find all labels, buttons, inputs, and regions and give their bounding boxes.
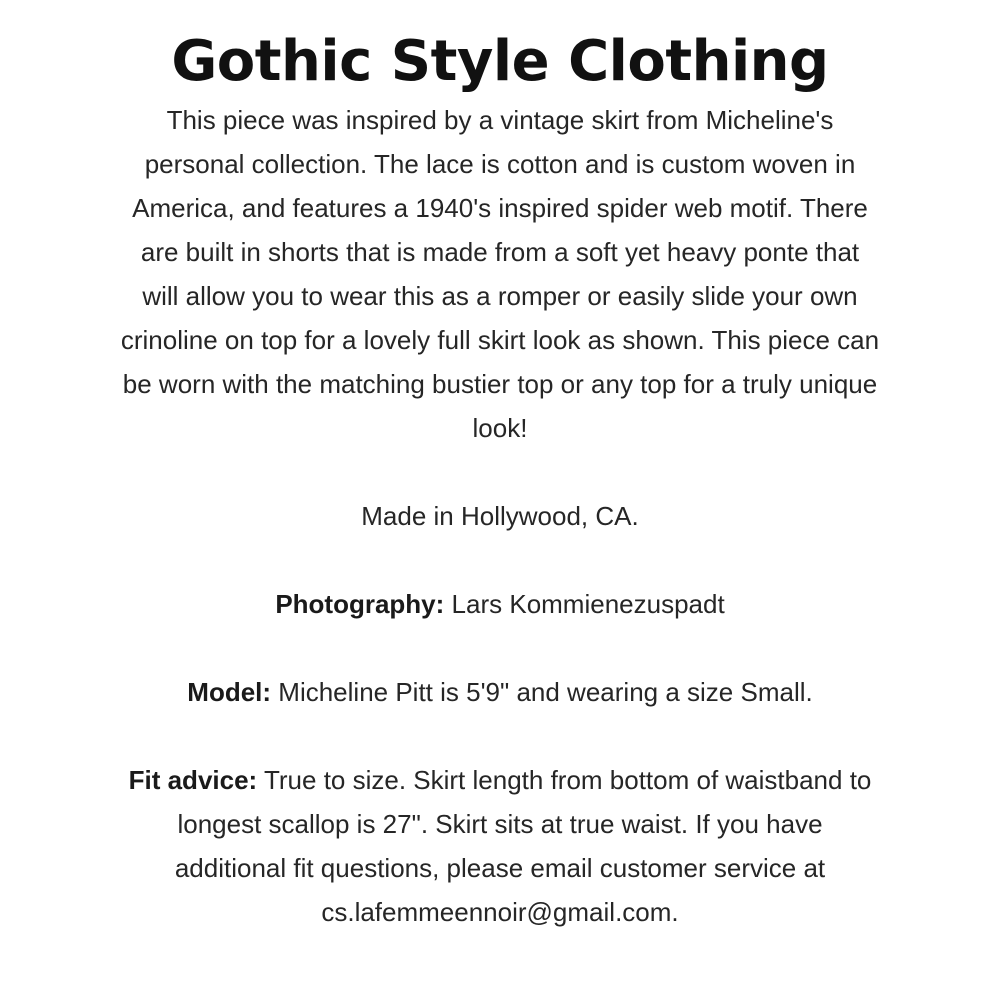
- model-info: [120, 670, 880, 714]
- photography-label: Photography:: [275, 589, 445, 619]
- model-value: Micheline Pitt is 5'9" and wearing a size Small.: [278, 677, 813, 707]
- fit-advice-value: True to size. Skirt length from bottom of waistband to longest scallop is 27". Skirt sits at true waist. If you have additional fit questions, please email customer service at cs.lafemmeennoir@gmail.com.: [174, 765, 872, 927]
- fit-advice-label: Fit advice:: [128, 765, 258, 795]
- spacer: [120, 450, 880, 494]
- origin-text: Made in Hollywood, CA.: [361, 501, 639, 531]
- spacer: [120, 538, 880, 582]
- description-paragraph: This piece was inspired by a vintage skirt from Micheline's personal collection. The lace is cotton and is custom woven in America, and features a 1940's inspired spider web motif. There are built in shorts that is made from a soft yet heavy ponte that will allow you to wear this as a romper or easily slide your own crinoline on top for a lovely full skirt look as shown. This piece can be worn with the matching bustier top or any top for a truly unique look!: [120, 105, 880, 443]
- photography-value: Lars Kommienezuspadt: [451, 589, 725, 619]
- fit-advice: [120, 758, 880, 934]
- spacer: [120, 626, 880, 670]
- photography-credit: [120, 582, 880, 626]
- spacer: [120, 714, 880, 758]
- page-title: Gothic Style Clothing: [171, 29, 829, 94]
- model-label: Model:: [187, 677, 272, 707]
